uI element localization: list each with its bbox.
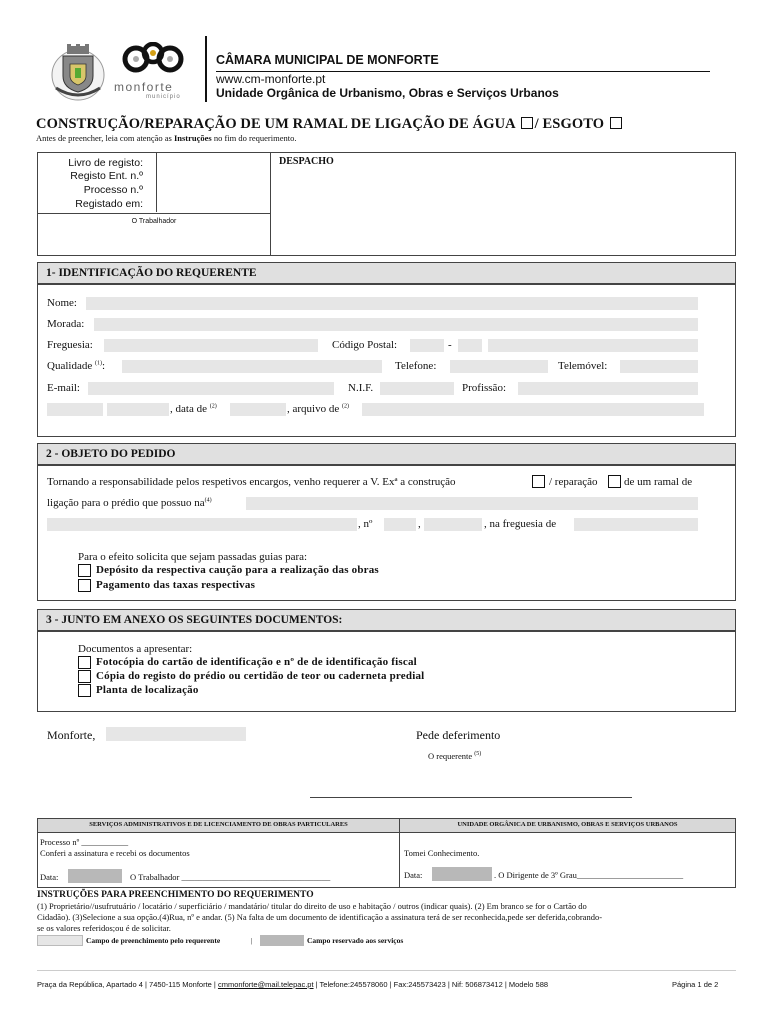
qualidade-colon: : [101,360,106,372]
pagamento-checkbox[interactable] [78,579,91,592]
footer-address: Praça da República, Apartado 4 | 7450-115 Monforte | [37,980,218,989]
svc-data2-field [432,867,492,881]
doc-identificacao-label: Fotocópia do cartão de identificação e nº de de identificação fiscal [96,656,417,668]
freguesia-label: Freguesia: [47,339,93,351]
esgoto-checkbox[interactable] [610,117,622,129]
svc-trabalhador: O Trabalhador ___________________________________ [130,872,331,882]
arquivo-de-label [287,403,349,415]
codigo-postal-input-2[interactable] [458,339,482,352]
nome-input[interactable] [86,297,698,310]
qualidade-label [47,360,105,372]
doc-identificacao-checkbox[interactable] [78,656,91,669]
legend-requerente-label: Campo de preenchimento pelo requerente [86,936,221,945]
legend-separator: | [251,936,253,945]
freguesia-input[interactable] [104,339,318,352]
predio-numero-input[interactable] [384,518,416,531]
guias-label: Para o efeito solicita que sejam passadas guias para: [78,551,308,563]
services-right-title: UNIDADE ORGÂNICA DE URBANISMO, OBRAS E SERVIÇOS URBANOS [457,821,678,828]
telemovel-label: Telemóvel: [558,360,608,372]
doc-registo-label: Cópia do registo do prédio ou certidão de teor ou caderneta predial [96,670,425,682]
reparacao-checkbox[interactable] [608,475,621,488]
legend-servicos-label: Campo reservado aos serviços [307,936,404,945]
pedido-line1 [47,476,456,488]
doc-planta-label: Planta de localização [96,684,199,696]
doc-planta-checkbox[interactable] [78,684,91,697]
logo-wordmark: monforte [114,80,174,94]
email-input[interactable] [88,382,334,395]
header-url[interactable]: www.cm-monforte.pt [216,72,326,86]
codigo-postal-label: Código Postal: [332,339,398,351]
requerente-note: (5) [474,751,482,758]
qualidade-note: (1) [94,360,102,367]
instructions-line1: (1) Proprietário//usufrutuário / locatário / superficiário / mandatário/ titular do direito de uso e habitação / outros (indicar quais). (2) Em branco se for o Cartão do [37,901,587,911]
qualidade-text: Qualidade [47,360,93,372]
registration-divider [270,152,271,256]
form-title-part1: CONSTRUÇÃO/REPARAÇÃO DE UM RAMAL DE LIGAÇÃO DE ÁGUA [36,116,515,132]
header-title: CÂMARA MUNICIPAL DE MONFORTE [216,53,439,67]
svc-data-label: Data: [40,872,59,882]
registado-label: Registado em: [75,198,143,210]
pagamento-label: Pagamento das taxas respectivas [96,579,256,591]
registration-hdivider [37,213,271,214]
profissao-input[interactable] [518,382,698,395]
telemovel-input[interactable] [620,360,698,373]
arquivo-input[interactable] [362,403,704,416]
predio-local-input[interactable] [246,497,698,510]
predio-andar-input[interactable] [424,518,482,531]
localidade-input[interactable] [488,339,698,352]
morada-label: Morada: [47,318,85,330]
numero-label: , nº [358,518,373,530]
livro-label: Livro de registo: [68,157,143,169]
requerente-label [428,751,481,761]
arquivo-de-text: , arquivo de [287,403,340,415]
pedido-line2 [47,497,212,509]
pedido-line2-text: ligação para o prédio que possuo na [47,497,205,509]
data-de-text: , data de [170,403,207,415]
doc-registo-checkbox[interactable] [78,670,91,683]
telefone-label: Telefone: [395,360,437,372]
comma-separator: , [418,518,421,530]
email-label: E-mail: [47,382,80,394]
footer-rule [37,970,736,971]
arquivo-de-note: (2) [341,403,349,410]
municipal-crest-icon [48,42,108,102]
reparacao-label: / reparação [549,476,598,488]
profissao-label: Profissão: [462,382,506,394]
signature-line[interactable] [310,797,632,798]
pedido-text-a: Tornando a responsabilidade pelos respetivos encargos, venho requerer a V. Exª a construção [47,476,456,488]
codigo-postal-dash: - [448,339,452,351]
place-label: Monforte, [47,728,96,742]
instructions-title: INSTRUÇÕES PARA PREENCHIMENTO DO REQUERIMENTO [37,890,314,900]
morada-input[interactable] [94,318,698,331]
svc-processo: Processo nº ___________ [40,837,129,847]
documentos-label: Documentos a apresentar: [78,643,193,655]
svc-conferi: Conferi a assinatura e recebi os documentos [40,848,190,858]
ramal-label: de um ramal de [624,476,693,488]
pedido-line2-note: (4) [204,497,212,504]
agua-checkbox[interactable] [521,117,533,129]
deposito-checkbox[interactable] [78,564,91,577]
section2-title: 2 - OBJETO DO PEDIDO [46,448,176,460]
intro-text-before: Antes de preencher, leia com atenção as [36,133,174,143]
nif-label: N.I.F. [348,382,374,394]
requerente-text: O requerente [428,751,473,761]
registration-values-field [156,153,269,212]
predio-freguesia-input[interactable] [574,518,698,531]
processo-label: Processo n.º [83,184,143,196]
documento-numero-input[interactable] [107,403,169,416]
construcao-checkbox[interactable] [532,475,545,488]
header-divider [205,36,207,102]
footer-email-link[interactable]: cmmonforte@mail.telepac.pt [217,980,314,989]
instructions-line2: Cidadão). (3)Selecione a sua opção.(4)Rua, nº e andar. (5) Na falta de um documento de identificação a assinatura terá de ser reconhecida,pede ser deferida,cobrando- [37,912,603,922]
legend-requerente-swatch [37,935,83,946]
nome-label: Nome: [47,297,77,309]
nif-input[interactable] [380,382,454,395]
header-unit: Unidade Orgânica de Urbanismo, Obras e Serviços Urbanos [216,86,559,100]
trabalhador-label: O Trabalhador [131,218,177,225]
legend-servicos-swatch [260,935,304,946]
codigo-postal-input-1[interactable] [410,339,444,352]
form-intro [36,133,296,143]
monforte-logo-icon [120,42,186,74]
page-number: Página 1 de 2 [672,980,719,989]
freguesia-de-label: , na freguesia de [484,518,557,530]
documento-data-input[interactable] [230,403,286,416]
registo-label: Registo Ent. n.º [70,170,143,182]
section1-title: 1- IDENTIFICAÇÃO DO REQUERENTE [46,267,257,279]
intro-text-bold: Instruções [173,133,212,143]
footer-contacts: | Telefone:245578060 | Fax:245573423 | Nif: 506873412 | Modelo 588 [313,980,549,989]
services-divider [399,818,400,888]
svc-data-field [68,869,122,883]
svc-data2-label: Data: [404,870,423,880]
telefone-input[interactable] [450,360,548,373]
data-de-note: (2) [209,403,217,410]
qualidade-input[interactable] [122,360,382,373]
logo-subtitle: município [146,94,181,100]
signature-date-input[interactable] [106,727,246,741]
services-left-title: SERVIÇOS ADMINISTRATIVOS E DE LICENCIAMENTO DE OBRAS PARTICULARES [89,821,348,828]
form-title-part2: / ESGOTO [534,116,605,132]
predio-rua-input[interactable] [47,518,357,531]
data-de-label [170,403,217,415]
despacho-label: DESPACHO [279,156,334,167]
intro-text-after: no fim do requerimento. [211,133,297,143]
deposito-label: Depósito da respectiva caução para a realização das obras [96,564,379,576]
footer [37,980,737,989]
documento-tipo-select[interactable] [47,403,103,416]
svc-tomei: Tomei Conhecimento. [404,848,480,858]
instructions-line3: se os valores referidos;ou é de solicitar. [37,923,171,933]
section3-title: 3 - JUNTO EM ANEXO OS SEGUINTES DOCUMENTOS: [46,614,343,626]
form-title [36,116,624,133]
pede-deferimento: Pede deferimento [416,728,501,742]
svc-dirigente: . O Dirigente de 3º Grau_________________________ [494,870,684,880]
